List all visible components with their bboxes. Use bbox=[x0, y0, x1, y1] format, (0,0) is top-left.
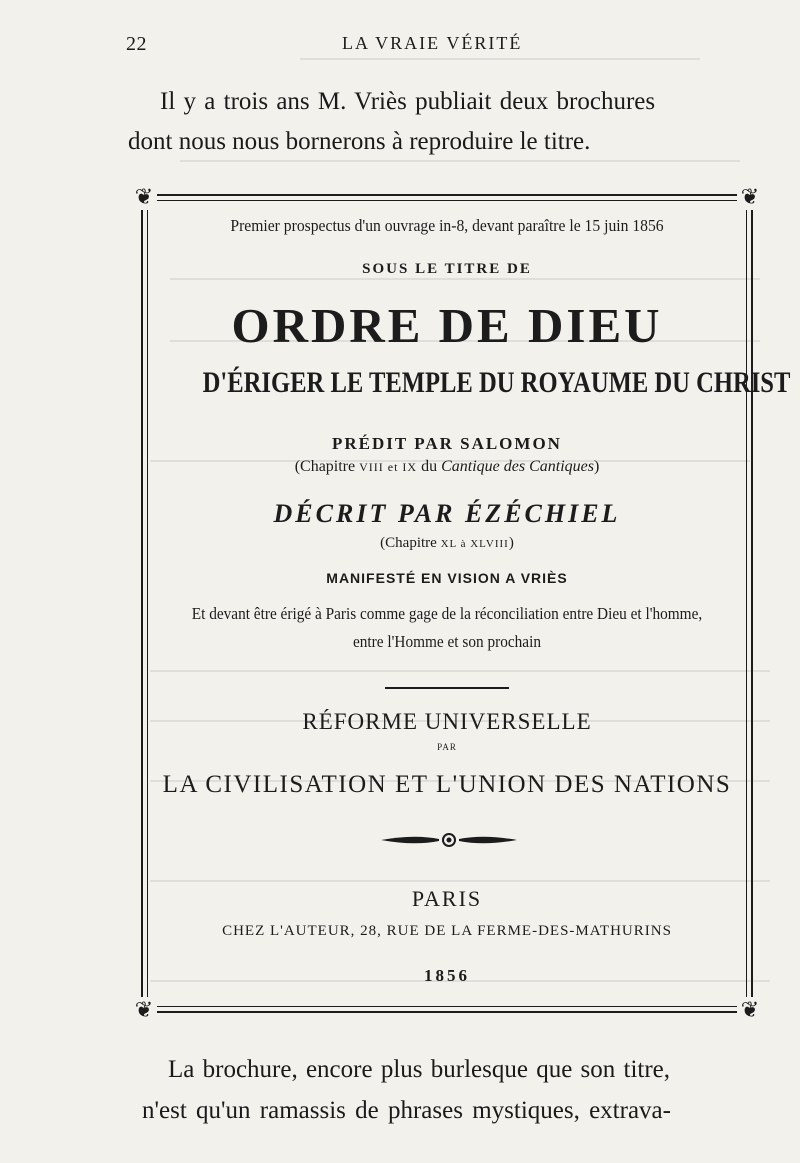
par-line: PAR bbox=[437, 742, 457, 752]
decrit-line: DÉCRIT PAR ÉZÉCHIEL bbox=[273, 499, 621, 528]
fleuron-corner-icon: ❦ bbox=[131, 997, 157, 1023]
chapitre-1-prefix: (Chapitre bbox=[294, 458, 360, 475]
sous-le-titre: SOUS LE TITRE DE bbox=[362, 261, 532, 277]
devant-etre-line: Et devant être érigé à Paris comme gage de la réconciliation entre Dieu et l'homme, bbox=[191, 604, 703, 623]
chapitre-2-line bbox=[149, 535, 745, 552]
ornamental-divider-icon bbox=[379, 832, 519, 848]
chapitre-2-suffix: ) bbox=[508, 535, 514, 551]
page-header bbox=[126, 33, 746, 59]
title-page-content bbox=[149, 186, 791, 1021]
publisher-line: CHEZ L'AUTEUR, 28, RUE DE LA FERME-DES-MATHURINS bbox=[222, 923, 672, 939]
chapitre-1-book: Cantique des Cantiques bbox=[441, 458, 594, 475]
entre-line: entre l'Homme et son prochain bbox=[352, 632, 541, 651]
divider-rule bbox=[385, 687, 509, 689]
civilisation-line: LA CIVILISATION ET L'UNION DES NATIONS bbox=[162, 771, 732, 798]
page-number: 22 bbox=[126, 33, 147, 55]
city-line: PARIS bbox=[411, 886, 483, 911]
outro-line-2: n'est qu'un ramassis de phrases mystiques, extrava- bbox=[142, 1097, 671, 1124]
running-head: LA VRAIE VÉRITÉ bbox=[342, 33, 523, 53]
chapitre-1-numerals: VIII et IX bbox=[359, 460, 418, 474]
reforme-line: RÉFORME UNIVERSELLE bbox=[302, 709, 592, 734]
chapitre-2-prefix: (Chapitre bbox=[380, 535, 441, 551]
intro-line-1: Il y a trois ans M. Vriès publiait deux brochures bbox=[160, 88, 656, 115]
subtitle: D'ÉRIGER LE TEMPLE DU ROYAUME DU CHRIST bbox=[202, 366, 791, 399]
chapitre-2-numerals: XL à XLVIII bbox=[440, 538, 509, 550]
title-page-frame bbox=[133, 184, 791, 1022]
manifeste-line: MANIFESTÉ EN VISION A VRIÈS bbox=[326, 570, 568, 586]
intro-line-2: dont nous nous bornerons à reproduire le titre. bbox=[128, 128, 591, 155]
outro-line-1: La brochure, encore plus burlesque que son titre, bbox=[168, 1056, 671, 1083]
fleuron-corner-icon: ❦ bbox=[131, 184, 157, 210]
chapitre-1-line bbox=[149, 458, 745, 476]
predit-line: PRÉDIT PAR SALOMON bbox=[332, 434, 562, 453]
fleuron-corner-icon: ❦ bbox=[737, 184, 763, 210]
main-title: ORDRE DE DIEU bbox=[231, 298, 663, 353]
chapitre-1-mid: du bbox=[417, 458, 442, 475]
year-line: 1856 bbox=[424, 966, 470, 985]
fleuron-corner-icon: ❦ bbox=[737, 997, 763, 1023]
chapitre-1-suffix: ) bbox=[593, 458, 600, 475]
prospectus-line: Premier prospectus d'un ouvrage in-8, devant paraître le 15 juin 1856 bbox=[230, 216, 664, 235]
